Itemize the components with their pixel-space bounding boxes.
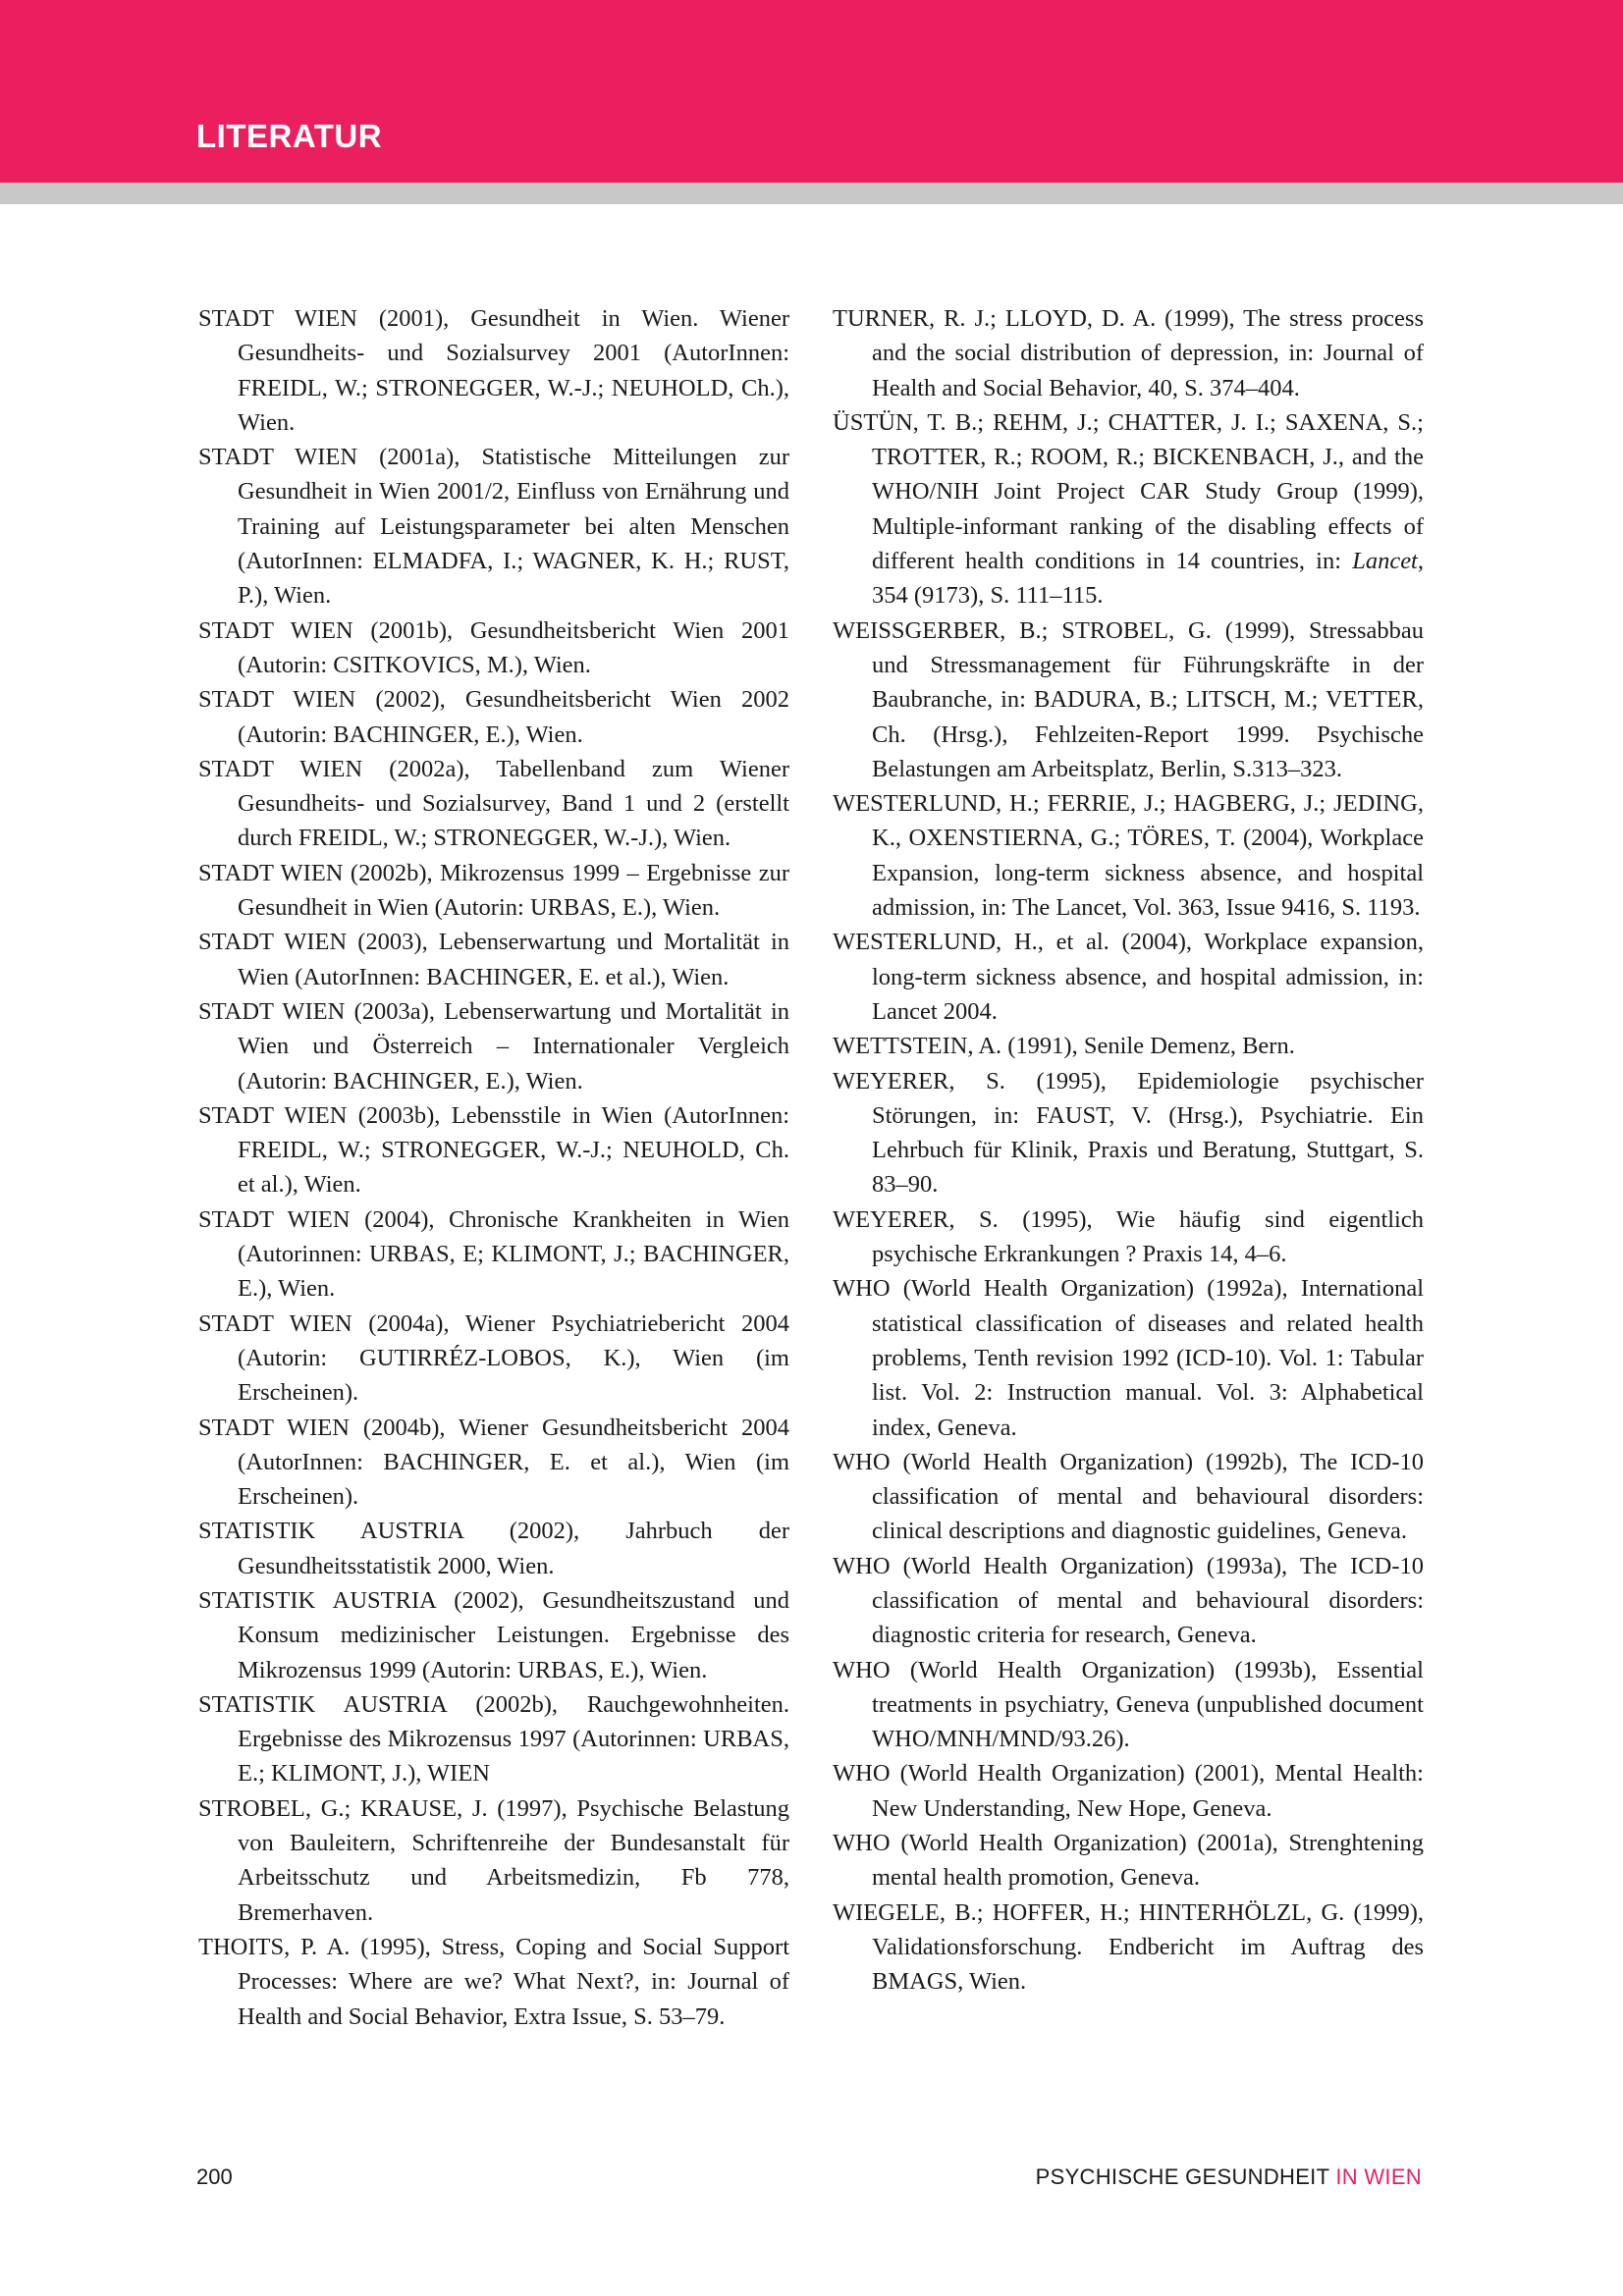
footer-title-accent: IN WIEN — [1335, 2164, 1422, 2189]
reference-entry: WETTSTEIN, A. (1991), Senile Demenz, Bern. — [833, 1033, 1295, 1060]
references-right-column — [833, 301, 1424, 2000]
reference-entry: WEYERER, S. (1995), Wie häufig sind eigentlich psychische Erkrankungen ? Praxis 14, 4–6. — [833, 1205, 1424, 1268]
reference-entry: WHO (World Health Organization) (1993b), Essential treatments in psychiatry, Geneva (unpublished document WHO/MNH/MND/93.26). — [833, 1656, 1424, 1753]
reference-entry — [833, 405, 1424, 614]
reference-entry: THOITS, P. A. (1995), Stress, Coping and Social Support Processes: Where are we? What Next?, in: Journal of Health and Social Behavior, Extra Issue, S. 53–79. — [198, 1933, 789, 2030]
reference-entry: STADT WIEN (2004b), Wiener Gesundheitsbericht 2004 (AutorInnen: BACHINGER, E. et al.), Wien (im Erscheinen). — [198, 1414, 789, 1511]
footer-title-main: PSYCHISCHE GESUNDHEIT — [1035, 2164, 1336, 2189]
reference-entry: STADT WIEN (2004a), Wiener Psychiatriebericht 2004 (Autorin: GUTIRRÉZ-LOBOS, K.), Wien (im Erscheinen). — [198, 1309, 789, 1407]
reference-entry: WEISSGERBER, B.; STROBEL, G. (1999), Stressabbau und Stressmanagement für Führungskräfte in der Baubranche, in: BADURA, B.; LITSCH, M.; VETTER, Ch. (Hrsg.), Fehlzeiten-Report 1999. Psychische Belastungen am Arbeitsplatz, Berlin, S.313–323. — [833, 616, 1424, 782]
reference-entry: STROBEL, G.; KRAUSE, J. (1997), Psychische Belastung von Bauleitern, Schriftenreihe der Bundesanstalt für Arbeitsschutz und Arbeitsmedizin, Fb 778, Bremerhaven. — [198, 1794, 789, 1926]
page-number: 200 — [196, 2164, 233, 2189]
reference-entry: STADT WIEN (2001b), Gesundheitsbericht Wien 2001 (Autorin: CSITKOVICS, M.), Wien. — [198, 616, 789, 678]
reference-entry: STADT WIEN (2001a), Statistische Mitteilungen zur Gesundheit in Wien 2001/2, Einfluss von Ernährung und Training auf Leistungsparameter bei alten Menschen (AutorInnen: ELMADFA, I.; WAGNER, K. H.; RUST, P.), Wien. — [198, 444, 789, 610]
reference-entry: STADT WIEN (2004), Chronische Krankheiten in Wien (Autorinnen: URBAS, E; KLIMONT, J.; BACHINGER, E.), Wien. — [198, 1205, 789, 1303]
header-band — [0, 0, 1623, 183]
page-title: LITERATUR — [196, 118, 383, 154]
reference-entry: WHO (World Health Organization) (1992b), The ICD-10 classification of mental and behavioural disorders: clinical descriptions and diagnostic guidelines, Geneva. — [833, 1448, 1424, 1545]
reference-entry: WIEGELE, B.; HOFFER, H.; HINTERHÖLZL, G. (1999), Validationsforschung. Endbericht im Auftrag des BMAGS, Wien. — [833, 1898, 1424, 1996]
reference-entry: WHO (World Health Organization) (1993a), The ICD-10 classification of mental and behavioural disorders: diagnostic criteria for research, Geneva. — [833, 1552, 1424, 1649]
reference-entry: WHO (World Health Organization) (1992a), International statistical classification of diseases and related health problems, Tenth revision 1992 (ICD-10). Vol. 1: Tabular list. Vol. 2: Instruction manual. Vol. 3: Alphabetical index, Geneva. — [833, 1275, 1424, 1441]
reference-text: ÜSTÜN, T. B.; REHM, J.; CHATTER, J. I.; SAXENA, S.; TROTTER, R.; ROOM, R.; BICKENBACH, J., and the WHO/NIH Joint Project CAR Study Group (1999), Multiple-informant ranking of the disabling effects of different health conditions in 14 countries, in: — [833, 408, 1424, 575]
reference-entry: STATISTIK AUSTRIA (2002), Jahrbuch der Gesundheitsstatistik 2000, Wien. — [198, 1518, 789, 1579]
reference-entry: STADT WIEN (2003), Lebenserwartung und Mortalität in Wien (AutorInnen: BACHINGER, E. et al.), Wien. — [198, 929, 789, 990]
reference-text: , 354 (9173), S. 111–115. — [872, 548, 1424, 610]
reference-entry: STATISTIK AUSTRIA (2002b), Rauchgewohnheiten. Ergebnisse des Mikrozensus 1997 (Autorinnen: URBAS, E.; KLIMONT, J.), WIEN — [198, 1690, 789, 1788]
reference-entry: STADT WIEN (2002a), Tabellenband zum Wiener Gesundheits- und Sozialsurvey, Band 1 und 2 (erstellt durch FREIDL, W.; STRONEGGER, W.-J.), Wien. — [198, 755, 789, 852]
reference-entry: STATISTIK AUSTRIA (2002), Gesundheitszustand und Konsum medizinischer Leistungen. Ergebnisse des Mikrozensus 1999 (Autorin: URBAS, E.), Wien. — [198, 1586, 789, 1683]
reference-entry: STADT WIEN (2001), Gesundheit in Wien. Wiener Gesundheits- und Sozialsurvey 2001 (AutorInnen: FREIDL, W.; STRONEGGER, W.-J.; NEUHOLD, Ch.), Wien. — [198, 305, 789, 436]
reference-entry: WHO (World Health Organization) (2001a), Strenghtening mental health promotion, Geneva. — [833, 1830, 1424, 1892]
references-left-column — [198, 301, 789, 2034]
footer-title — [1036, 2164, 1422, 2190]
reference-entry: WESTERLUND, H.; FERRIE, J.; HAGBERG, J.; JEDING, K., OXENSTIERNA, G.; TÖRES, T. (2004), Workplace Expansion, long-term sickness absence, and hospital admission, in: The Lancet, Vol. 363, Issue 9416, S. 1193. — [833, 790, 1424, 922]
header-rule — [0, 183, 1623, 204]
reference-entry: TURNER, R. J.; LLOYD, D. A. (1999), The stress process and the social distribution of depression, in: Journal of Health and Social Behavior, 40, S. 374–404. — [833, 305, 1424, 401]
reference-entry: STADT WIEN (2003a), Lebenserwartung und Mortalität in Wien und Österreich – Internationaler Vergleich (Autorin: BACHINGER, E.), Wien. — [198, 997, 789, 1095]
reference-entry: STADT WIEN (2002b), Mikrozensus 1999 – Ergebnisse zur Gesundheit in Wien (Autorin: URBAS, E.), Wien. — [198, 859, 789, 922]
reference-entry: WEYERER, S. (1995), Epidemiologie psychischer Störungen, in: FAUST, V. (Hrsg.), Psychiatrie. Ein Lehrbuch für Klinik, Praxis und Beratung, Stuttgart, S. 83–90. — [833, 1067, 1424, 1199]
reference-entry: WESTERLUND, H., et al. (2004), Workplace expansion, long-term sickness absence, and hospital admission, in: Lancet 2004. — [833, 929, 1424, 1025]
journal-name: Lancet — [1352, 548, 1418, 575]
reference-entry: WHO (World Health Organization) (2001), Mental Health: New Understanding, New Hope, Geneva. — [833, 1760, 1424, 1822]
reference-entry: STADT WIEN (2003b), Lebensstile in Wien (AutorInnen: FREIDL, W.; STRONEGGER, W.-J.; NEUHOLD, Ch. et al.), Wien. — [198, 1101, 789, 1199]
reference-entry: STADT WIEN (2002), Gesundheitsbericht Wien 2002 (Autorin: BACHINGER, E.), Wien. — [198, 686, 789, 748]
